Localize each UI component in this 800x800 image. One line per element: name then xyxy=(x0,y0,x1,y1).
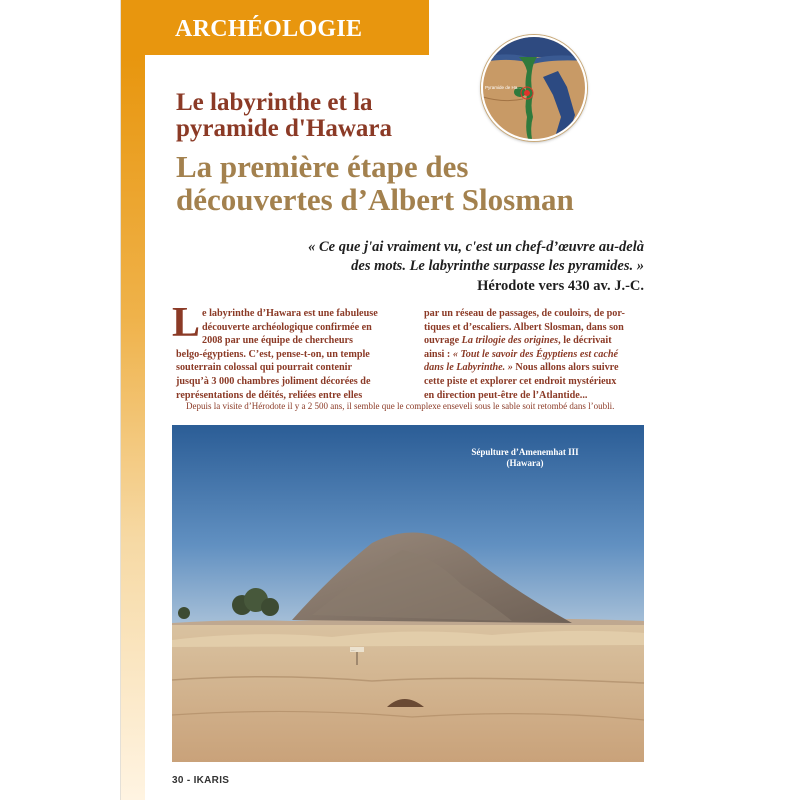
text-run: ouvrage xyxy=(424,335,462,347)
inline-quote: dans le Labyrinthe. » xyxy=(424,362,513,374)
text-run: ainsi : xyxy=(424,348,453,360)
article-subtitle xyxy=(176,150,646,216)
pyramid-photo xyxy=(172,425,644,762)
text-run: , le décrivait xyxy=(558,335,612,347)
article-title xyxy=(176,90,476,142)
article-line: en direction peut-être de l’Atlantide... xyxy=(424,389,588,401)
article-line: tiques et d’escaliers. Albert Slosman, dans son xyxy=(424,321,624,333)
footer-separator: - xyxy=(186,775,191,786)
article-line xyxy=(424,361,646,375)
page-number: 30 xyxy=(172,775,184,786)
photo-image xyxy=(172,425,644,762)
quote-line-1: « Ce que j'ai vraiment vu, c'est un chef-d’œuvre au-delà xyxy=(308,239,644,255)
article-column-left xyxy=(176,307,398,402)
drop-cap: L xyxy=(172,300,201,346)
text-run: Nous allons alors suivre xyxy=(512,362,619,374)
article-line xyxy=(424,334,646,348)
article-line: belgo-égyptiens. C’est, pense-t-on, un temple xyxy=(176,348,370,360)
orange-side-bar xyxy=(121,55,145,800)
photo-caption xyxy=(470,447,580,469)
subtitle-line-2: découvertes d’Albert Slosman xyxy=(176,182,574,217)
section-label: ARCHÉOLOGIE xyxy=(175,16,363,42)
epigraph-quote xyxy=(176,238,644,276)
article-column-right xyxy=(424,307,646,402)
inline-quote: « Tout le savoir des Égyptiens est caché xyxy=(452,348,619,360)
article-line: jusqu’à 3 000 chambres joliment décorées de xyxy=(176,375,371,387)
article-line: découverte archéologique confirmée en xyxy=(202,321,372,333)
subtitle-line-1: La première étape des xyxy=(176,149,469,184)
sign-text: .... xyxy=(351,647,356,652)
quote-author: Hérodote vers 430 av. J.-C. xyxy=(477,278,644,294)
title-line-1: Le labyrinthe et la xyxy=(176,89,373,116)
page-footer xyxy=(172,775,229,786)
photo-caption-line-1: Sépulture d’Amenemhat III xyxy=(471,447,579,457)
map-label: Pyramide de Ha... xyxy=(485,85,522,90)
article-line: e labyrinthe d’Hawara est une fabuleuse xyxy=(202,308,378,319)
article-line xyxy=(424,348,646,362)
quote-line-2: des mots. Le labyrinthe surpasse les pyramides. » xyxy=(351,258,644,274)
article-line: souterrain colossal qui pourrait contenir xyxy=(176,362,353,374)
article-line: 2008 par une équipe de chercheurs xyxy=(202,335,354,347)
magazine-name: IKARIS xyxy=(193,775,230,786)
photo-caption-line-2: (Hawara) xyxy=(506,458,544,468)
title-line-2: pyramide d'Hawara xyxy=(176,115,392,142)
photo-intro-caption: Depuis la visite d’Hérodote il y a 2 500 ans, il semble que le complexe enseveli sous le sable soit retombé dans l’oubli. xyxy=(186,401,615,411)
map-image xyxy=(483,37,585,139)
article-line: cette piste et explorer cet endroit mystérieux xyxy=(424,375,617,387)
egypt-map-inset xyxy=(481,35,587,141)
article-line: représentations de déités, reliées entre elles xyxy=(176,389,363,401)
article-line: par un réseau de passages, de couloirs, de por- xyxy=(424,308,625,319)
book-title: La trilogie des origines xyxy=(461,335,559,347)
